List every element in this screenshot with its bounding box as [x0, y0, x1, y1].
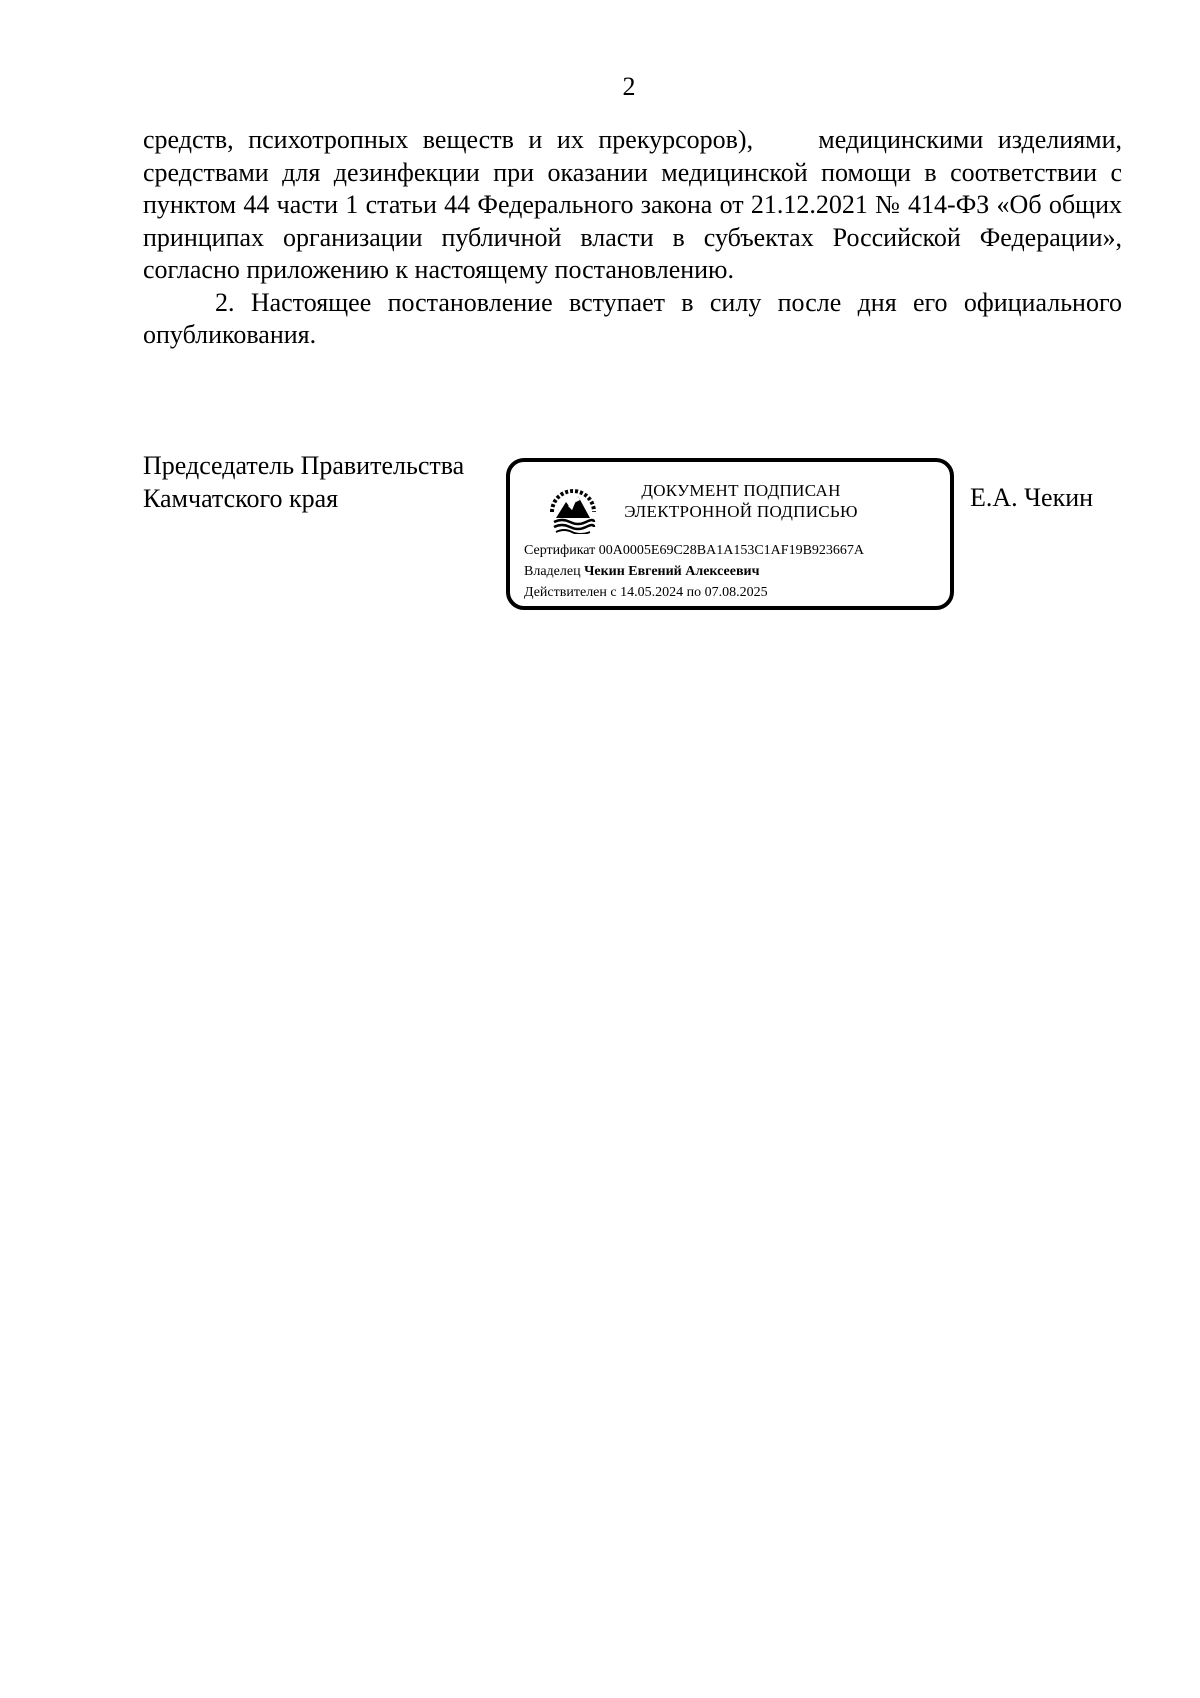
electronic-signature-stamp [506, 458, 954, 610]
stamp-certificate [524, 540, 864, 561]
owner-value: Чекин Евгений Алексеевич [584, 564, 760, 579]
paragraph-2: 2. Настоящее постановление вступает в силу после дня его официального опубликования. [143, 287, 1122, 349]
certificate-label: Сертификат [524, 543, 596, 558]
paragraph-1-line-1: средств, психотропных веществ и их прекурсоров), [143, 125, 754, 154]
valid-from-date: 14.05.2024 [620, 585, 684, 600]
owner-label: Владелец [524, 564, 581, 579]
stamp-validity [524, 582, 864, 603]
signer-position [143, 450, 464, 515]
page-number: 2 [622, 72, 636, 101]
valid-to-date: 07.08.2025 [704, 585, 768, 600]
signer-position-line-2: Камчатского края [143, 483, 339, 513]
stamp-owner [524, 561, 864, 582]
kamchatka-emblem-icon [546, 482, 600, 534]
stamp-title-line-1: ДОКУМЕНТ ПОДПИСАН [641, 481, 841, 500]
stamp-title [610, 480, 872, 522]
certificate-value: 00A0005E69C28BA1A153C1AF19B923667A [598, 543, 865, 558]
signer-position-line-1: Председатель Правительства [143, 451, 465, 480]
stamp-title-line-2: ЭЛЕКТРОННОЙ ПОДПИСЬЮ [624, 502, 858, 521]
paragraph-1 [143, 124, 1122, 287]
document-body [143, 124, 1122, 352]
paragraph-1-line-1-end: медицинскими [818, 125, 984, 154]
signer-name: Е.А. Чекин [970, 483, 1094, 512]
valid-to-label: по [686, 585, 702, 600]
paragraph-1-rest: изделиями, средствами для дезинфекции при оказании медицинской помощи в соответствии с пунктом 44 части 1 статьи 44 Федерального закона от 21.12.2021 № 414-ФЗ «Об общих принципах организации публичной власти в субъектах Российской Федерации», согласно приложению к настоящему постановлению. [143, 125, 1123, 284]
valid-from-label: Действителен с [524, 585, 617, 600]
stamp-details [524, 540, 864, 603]
